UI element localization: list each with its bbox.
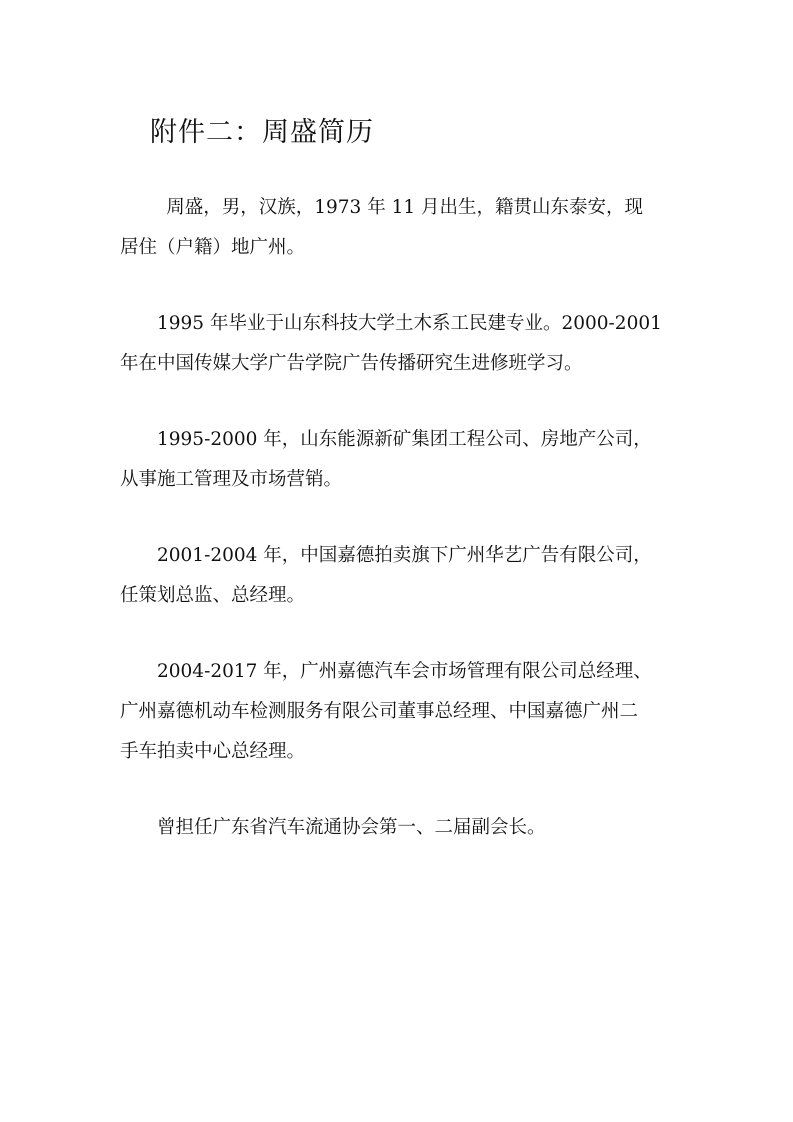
paragraph-personal-info — [120, 188, 680, 268]
text-line: 广州嘉德机动车检测服务有限公司董事总经理、中国嘉德广州二 — [120, 701, 639, 722]
text-line: 周盛，男，汉族，1973 年 11 月出生，籍贯山东泰安，现 — [166, 197, 644, 218]
paragraph-association-role — [120, 808, 680, 848]
text-line: 2001-2004 年，中国嘉德拍卖旗下广州华艺广告有限公司， — [157, 545, 652, 566]
document-title: 附件二：周盛简历 — [150, 117, 374, 148]
text-line: 1995 年毕业于山东科技大学土木系工民建专业。2000-2001 — [157, 313, 662, 334]
text-line: 1995-2000 年，山东能源新矿集团工程公司、房地产公司， — [157, 429, 652, 450]
text-line: 任策划总监、总经理。 — [120, 585, 306, 606]
text-line: 年在中国传媒大学广告学院广告传播研究生进修班学习。 — [120, 353, 583, 374]
text-line: 从事施工管理及市场营销。 — [120, 469, 343, 490]
text-line: 居住（户籍）地广州。 — [120, 237, 306, 258]
paragraph-work-2001-2004 — [120, 536, 680, 616]
text-line: 曾担任广东省汽车流通协会第一、二届副会长。 — [157, 817, 546, 838]
paragraph-education — [120, 304, 680, 384]
text-line: 手车拍卖中心总经理。 — [120, 741, 306, 762]
resume-body — [120, 188, 680, 884]
text-line: 2004-2017 年，广州嘉德汽车会市场管理有限公司总经理、 — [157, 661, 652, 682]
paragraph-work-2004-2017 — [120, 652, 680, 772]
paragraph-work-1995-2000 — [120, 420, 680, 500]
